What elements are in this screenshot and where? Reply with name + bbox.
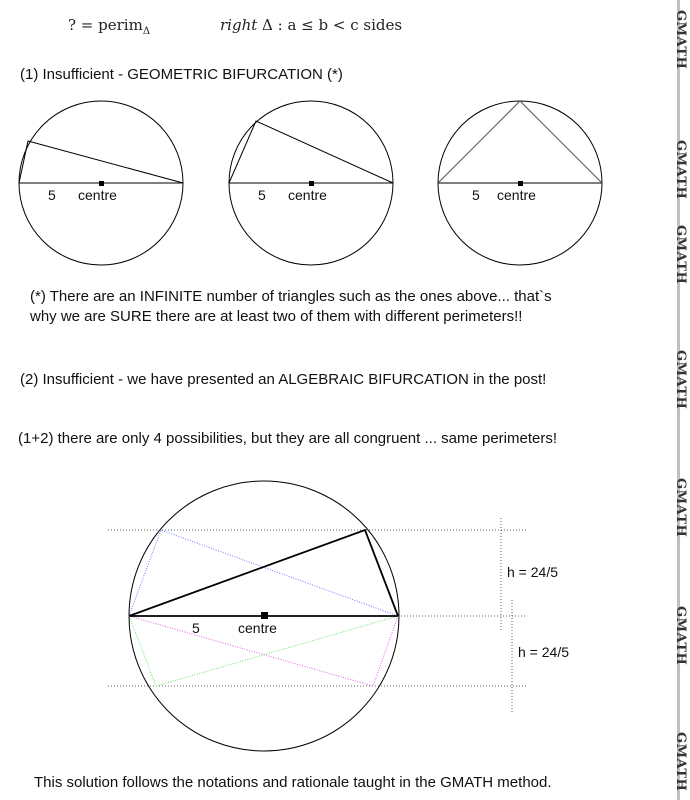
blue-triangle — [129, 530, 398, 616]
triangle-3 — [438, 101, 602, 183]
triangle-2 — [229, 121, 393, 183]
circle-diagram-2 — [229, 101, 393, 265]
watermark-6: GMATH — [673, 606, 688, 666]
watermark-3: GMATH — [673, 225, 688, 285]
footer-note: This solution follows the notations and rationale taught in the GMATH method. — [34, 774, 552, 791]
watermark-4: GMATH — [673, 350, 688, 410]
centre-dot-2 — [309, 181, 314, 186]
statement1-title: (1) Insufficient - GEOMETRIC BIFURCATION (*) — [20, 66, 343, 83]
big-centre-dot — [261, 612, 268, 619]
watermark-7: GMATH — [673, 732, 688, 792]
centre-dot-3 — [518, 181, 523, 186]
side-label-5-1: 5 — [48, 187, 56, 203]
big-centre-label: centre — [238, 620, 277, 636]
watermark-5: GMATH — [673, 478, 688, 538]
centre-label-3: centre — [497, 187, 536, 203]
centre-label-1: centre — [78, 187, 117, 203]
statement2-title: (2) Insufficient - we have presented an ALGEBRAIC BIFURCATION in the post! — [20, 371, 547, 388]
height-label-lower: h = 24/5 — [518, 644, 569, 660]
infinite-triangles-note-line1: (*) There are an INFINITE number of triangles such as the ones above... that`s — [30, 288, 552, 305]
watermark-1: GMATH — [673, 10, 688, 70]
centre-dot-1 — [99, 181, 104, 186]
formula-right: Δ : a ≤ b < c sides — [262, 16, 403, 34]
combined-statement-title: (1+2) there are only 4 possibilities, but they are all congruent ... same perimeters! — [18, 430, 558, 447]
formula-subscript: Δ — [142, 26, 151, 37]
height-label-upper: h = 24/5 — [507, 564, 558, 580]
circle-diagram-1 — [19, 101, 183, 265]
formula-left: ? = perim — [68, 16, 143, 34]
formula-right-italic: right — [220, 16, 258, 34]
triangle-1 — [19, 141, 183, 183]
big-circle-diagram — [108, 481, 569, 751]
circle-diagram-3 — [438, 101, 602, 265]
infinite-triangles-note-line2: why we are SURE there are at least two of them with different perimeters!! — [30, 308, 523, 325]
watermark-2: GMATH — [673, 140, 688, 200]
big-side-label-5: 5 — [192, 620, 200, 636]
centre-label-2: centre — [288, 187, 327, 203]
black-triangle — [129, 530, 398, 616]
side-label-5-2: 5 — [258, 187, 266, 203]
side-label-5-3: 5 — [472, 187, 480, 203]
